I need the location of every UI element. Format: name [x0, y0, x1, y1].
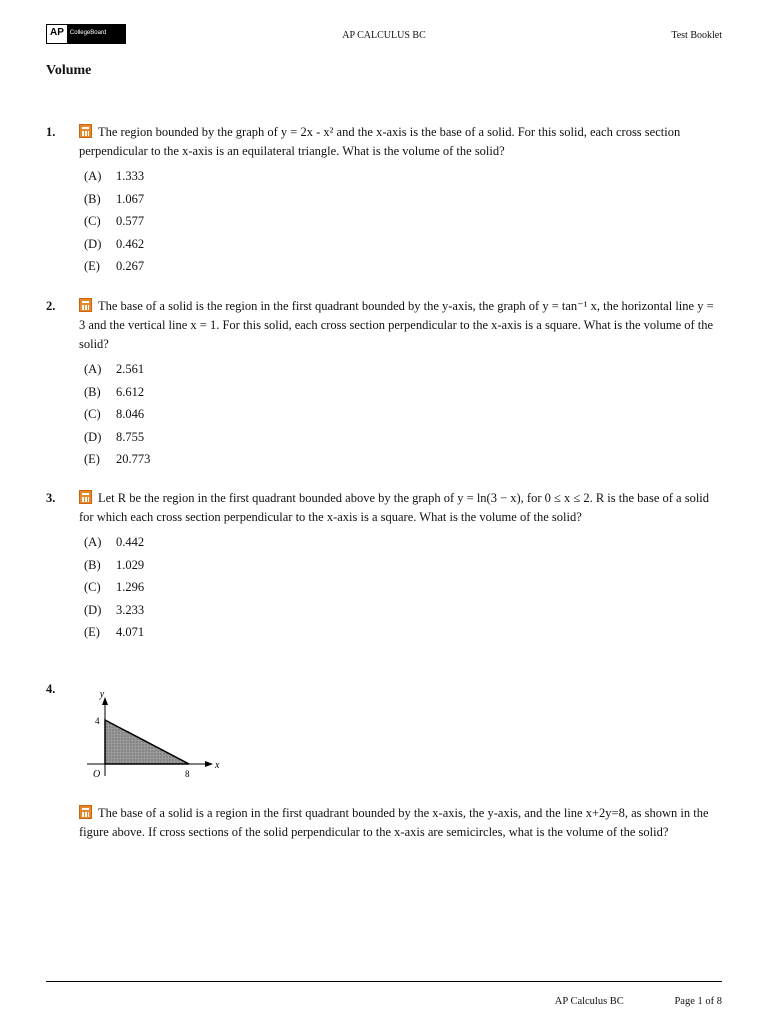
answer-choice[interactable]: (E) 20.773 [84, 452, 151, 466]
answer-choices [84, 532, 722, 645]
answer-choice[interactable]: (A) 0.442 [84, 535, 145, 549]
question-number: 2. [46, 299, 56, 313]
footer-course: AP Calculus BC [554, 996, 624, 1007]
answer-choice[interactable]: (C) 0.577 [84, 214, 145, 228]
calculator-icon [79, 298, 92, 312]
header-booklet: Test Booklet [671, 30, 722, 41]
answer-choice[interactable]: (D) 0.462 [84, 236, 145, 251]
answer-choice[interactable]: (A) 2.561 [84, 362, 145, 376]
answer-choice[interactable]: (B) 1.067 [84, 191, 145, 206]
answer-choice[interactable]: (E) 4.071 [84, 625, 145, 639]
answer-choice[interactable]: (C) 1.296 [84, 580, 145, 594]
x-intercept-label: 8 [185, 769, 190, 779]
answer-choice[interactable]: (D) 3.233 [84, 602, 145, 617]
question-stem: The region bounded by the graph of y = 2x - x² and the x-axis is the base of a solid. For this solid, each cross section perpendicular to the x-axis is an equilateral triangle. What is the volume of the solid? [79, 125, 681, 158]
question-stem: Let R be the region in the first quadrant bounded above by the graph of y = ln(3 − x), for 0 ≤ x ≤ 2. R is the base of a solid for which each cross section perpendicular to the x-axis is a square. What is the volume of the solid? [79, 491, 710, 524]
answer-choice[interactable]: (D) 8.755 [84, 429, 145, 444]
logo-collegeboard-text: CollegeBoard [67, 25, 125, 43]
footer-divider [46, 981, 722, 982]
x-axis-arrow [205, 761, 213, 767]
origin-label: O [93, 769, 101, 780]
calculator-icon [79, 490, 92, 504]
question-stem: The base of a solid is a region in the first quadrant bounded by the x-axis, the y-axis, and the line x+2y=8, as shown in the figure above. If cross sections of the solid perpendicular to the x-axis are semicircles, what is the volume of the solid? [79, 806, 709, 839]
calculator-icon [79, 805, 92, 819]
footer-page-number: Page 1 of 8 [674, 996, 722, 1007]
answer-choices [84, 359, 722, 472]
question-number: 4. [46, 682, 56, 696]
x-axis-label: x [215, 760, 220, 771]
question-number: 1. [46, 125, 56, 139]
triangle-region-figure [79, 684, 229, 784]
answer-choice[interactable]: (E) 0.267 [84, 259, 145, 273]
y-axis-label: y [99, 689, 105, 700]
answer-choice[interactable]: (B) 1.029 [84, 557, 145, 572]
page-footer [555, 996, 722, 1007]
section-title: Volume [46, 63, 92, 78]
logo-ap-text: AP [47, 25, 67, 43]
figure-graph [79, 684, 229, 784]
page-header [46, 24, 722, 44]
question-1 [46, 123, 722, 279]
question-stem: The base of a solid is the region in the first quadrant bounded by the y-axis, the graph of y = tan⁻¹ x, the horizontal line y = 3 and the vertical line x = 1. For this solid, each cross section perpendicular to the x-axis is a square. What is the volume of the solid? [79, 299, 714, 351]
answer-choices [84, 166, 722, 279]
answer-choice[interactable]: (C) 8.046 [84, 407, 145, 421]
question-2 [46, 297, 722, 472]
answer-choice[interactable]: (A) 1.333 [84, 169, 145, 183]
calculator-icon [79, 124, 92, 138]
y-intercept-label: 4 [95, 716, 100, 726]
question-3 [46, 489, 722, 645]
shaded-region [105, 720, 189, 764]
question-4 [46, 680, 722, 842]
answer-choice[interactable]: (B) 6.612 [84, 384, 145, 399]
question-number: 3. [46, 491, 56, 505]
header-subject: AP CALCULUS BC [342, 30, 426, 41]
